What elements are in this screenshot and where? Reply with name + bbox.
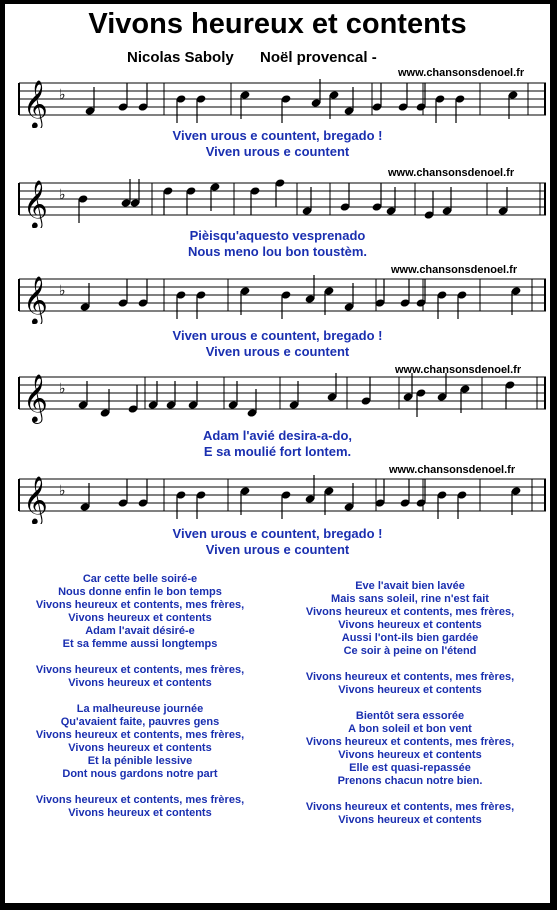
- verse-line: Vivons heureux et contents: [68, 612, 212, 624]
- verse-line: Vivons heureux et contents, mes frères,: [35, 599, 245, 611]
- note-head: [281, 94, 292, 123]
- svg-text:♭: ♭: [59, 381, 66, 397]
- note-head: [118, 83, 129, 112]
- lyrics-system-3: [5, 328, 550, 360]
- svg-text:𝄞: 𝄞: [23, 373, 48, 422]
- note-head: [416, 388, 427, 417]
- verse-line: Vivons heureux et contents, mes frères,: [305, 736, 515, 748]
- note-head: [505, 380, 516, 409]
- verse-line: La malheureuse journée: [76, 703, 204, 715]
- note-head: [340, 183, 351, 212]
- verse-line: [5, 690, 275, 703]
- note-head: [361, 377, 372, 406]
- note-head: [400, 479, 411, 508]
- verse-line: [275, 697, 545, 710]
- svg-text:𝄞: 𝄞: [23, 275, 48, 324]
- note-head: [416, 279, 427, 308]
- verse-line: Vivons heureux et contents: [338, 814, 482, 826]
- lyric-line: Viven urous e countent: [205, 144, 350, 159]
- note-head: [281, 490, 292, 519]
- note-head: [400, 279, 411, 308]
- lyrics-system-5: [5, 526, 550, 558]
- verse-line: Vivons heureux et contents: [68, 677, 212, 689]
- site-watermark: www.chansonsdenoel.fr: [388, 167, 515, 179]
- note-head: [176, 94, 187, 123]
- verse-line: Vivons heureux et contents: [338, 619, 482, 631]
- verse-line: Prenons chacun notre bien.: [337, 775, 483, 787]
- verse-line: [275, 658, 545, 671]
- verse-line: [5, 651, 275, 664]
- verse-line: Dont nous gardons notre part: [62, 768, 218, 780]
- verse-line: Vivons heureux et contents, mes frères,: [35, 664, 245, 676]
- note-head: [196, 94, 207, 123]
- note-head: [457, 490, 468, 519]
- note-head: [118, 279, 129, 308]
- note-head: [437, 490, 448, 519]
- svg-text:♭: ♭: [59, 483, 66, 499]
- lyric-line: Viven urous e countent: [205, 542, 350, 557]
- svg-text:𝄞: 𝄞: [23, 79, 48, 128]
- verse-line: A bon soleil et bon vent: [348, 723, 472, 735]
- verse-line: Vivons heureux et contents, mes frères,: [305, 671, 515, 683]
- verse-line: Vivons heureux et contents: [68, 742, 212, 754]
- svg-text:♭: ♭: [59, 187, 66, 203]
- verse-line: Vivons heureux et contents: [68, 807, 212, 819]
- note-head: [196, 490, 207, 519]
- song-sheet: [5, 4, 550, 903]
- note-head: [138, 279, 149, 308]
- note-head: [457, 290, 468, 319]
- svg-text:♭: ♭: [59, 87, 66, 103]
- svg-text:♭: ♭: [59, 283, 66, 299]
- verse-line: Mais sans soleil, rine n'est fait: [331, 593, 489, 605]
- note-head: [78, 194, 89, 223]
- lyrics-system-4: [5, 428, 550, 460]
- lyric-line: Pièisqu'aquesto vesprenado: [189, 228, 366, 243]
- music-staff-3: [5, 274, 550, 324]
- verse-line: [275, 788, 545, 801]
- verse-line: Ce soir à peine on l'étend: [343, 645, 477, 657]
- verse-line: Vivons heureux et contents, mes frères,: [35, 794, 245, 806]
- verse-line: Et sa femme aussi longtemps: [62, 638, 218, 650]
- note-head: [416, 83, 427, 112]
- verse-line: Eve l'avait bien lavée: [355, 580, 465, 592]
- song-title: Vivons heureux et contents: [88, 8, 467, 40]
- note-head: [372, 83, 383, 112]
- lyrics-system-1: [5, 128, 550, 160]
- verse-line: Vivons heureux et contents, mes frères,: [305, 801, 515, 813]
- note-head: [372, 183, 383, 212]
- note-head: [437, 290, 448, 319]
- note-head: [176, 290, 187, 319]
- verse-line: Nous donne enfin le bon temps: [58, 586, 222, 598]
- svg-text:𝄞: 𝄞: [23, 179, 48, 228]
- site-watermark: www.chansonsdenoel.fr: [391, 264, 518, 276]
- note-head: [250, 186, 261, 215]
- verses-right-column: [275, 580, 545, 827]
- note-head: [138, 83, 149, 112]
- note-head: [176, 490, 187, 519]
- music-staff-4: [5, 372, 550, 424]
- verse-line: Elle est quasi-repassée: [349, 762, 471, 774]
- lyric-line: Nous meno lou bon toustèm.: [187, 244, 368, 259]
- music-staff-1: [5, 78, 550, 128]
- note-head: [435, 94, 446, 123]
- verse-line: Vivons heureux et contents, mes frères,: [35, 729, 245, 741]
- svg-text:𝄞: 𝄞: [23, 475, 48, 524]
- note-head: [118, 479, 129, 508]
- verse-line: Aussi l'ont-ils bien gardée: [341, 632, 479, 644]
- verse-line: Vivons heureux et contents, mes frères,: [305, 606, 515, 618]
- composer-name: Nicolas Saboly: [127, 49, 234, 66]
- music-staff-2: [5, 178, 550, 228]
- note-head: [424, 191, 435, 220]
- note-head: [138, 479, 149, 508]
- note-head: [281, 290, 292, 319]
- verse-line: Qu'avaient faite, pauvres gens: [60, 716, 220, 728]
- note-head: [196, 290, 207, 319]
- lyrics-system-2: [5, 228, 550, 260]
- lyric-line: Viven urous e countent: [205, 344, 350, 359]
- lyric-line: Viven urous e countent, bregado !: [172, 128, 383, 143]
- lyric-line: Viven urous e countent, bregado !: [172, 526, 383, 541]
- verse-line: Vivons heureux et contents: [338, 684, 482, 696]
- lyric-line: Viven urous e countent, bregado !: [172, 328, 383, 343]
- note-head: [455, 94, 466, 123]
- verses-left-column: [5, 573, 275, 820]
- verse-line: Et la pénible lessive: [87, 755, 193, 767]
- song-subtitle: Noël provencal -: [260, 49, 377, 66]
- verse-line: Vivons heureux et contents: [338, 749, 482, 761]
- music-staff-5: [5, 474, 550, 524]
- note-head: [186, 186, 197, 215]
- verse-line: Adam l'avait désiré-e: [85, 625, 195, 637]
- note-head: [163, 186, 174, 215]
- site-watermark: www.chansonsdenoel.fr: [395, 364, 522, 376]
- note-head: [398, 83, 409, 112]
- site-watermark: www.chansonsdenoel.fr: [398, 67, 525, 79]
- verse-line: Bientôt sera essorée: [355, 710, 465, 722]
- note-head: [128, 385, 139, 414]
- note-head: [416, 479, 427, 508]
- site-watermark: www.chansonsdenoel.fr: [389, 464, 516, 476]
- verse-line: [5, 781, 275, 794]
- note-head: [275, 178, 286, 207]
- lyric-line: Adam l'avié desira-a-do,: [202, 428, 353, 443]
- lyric-line: E sa moulié fort lontem.: [203, 444, 352, 459]
- verse-line: Car cette belle soiré-e: [82, 573, 198, 585]
